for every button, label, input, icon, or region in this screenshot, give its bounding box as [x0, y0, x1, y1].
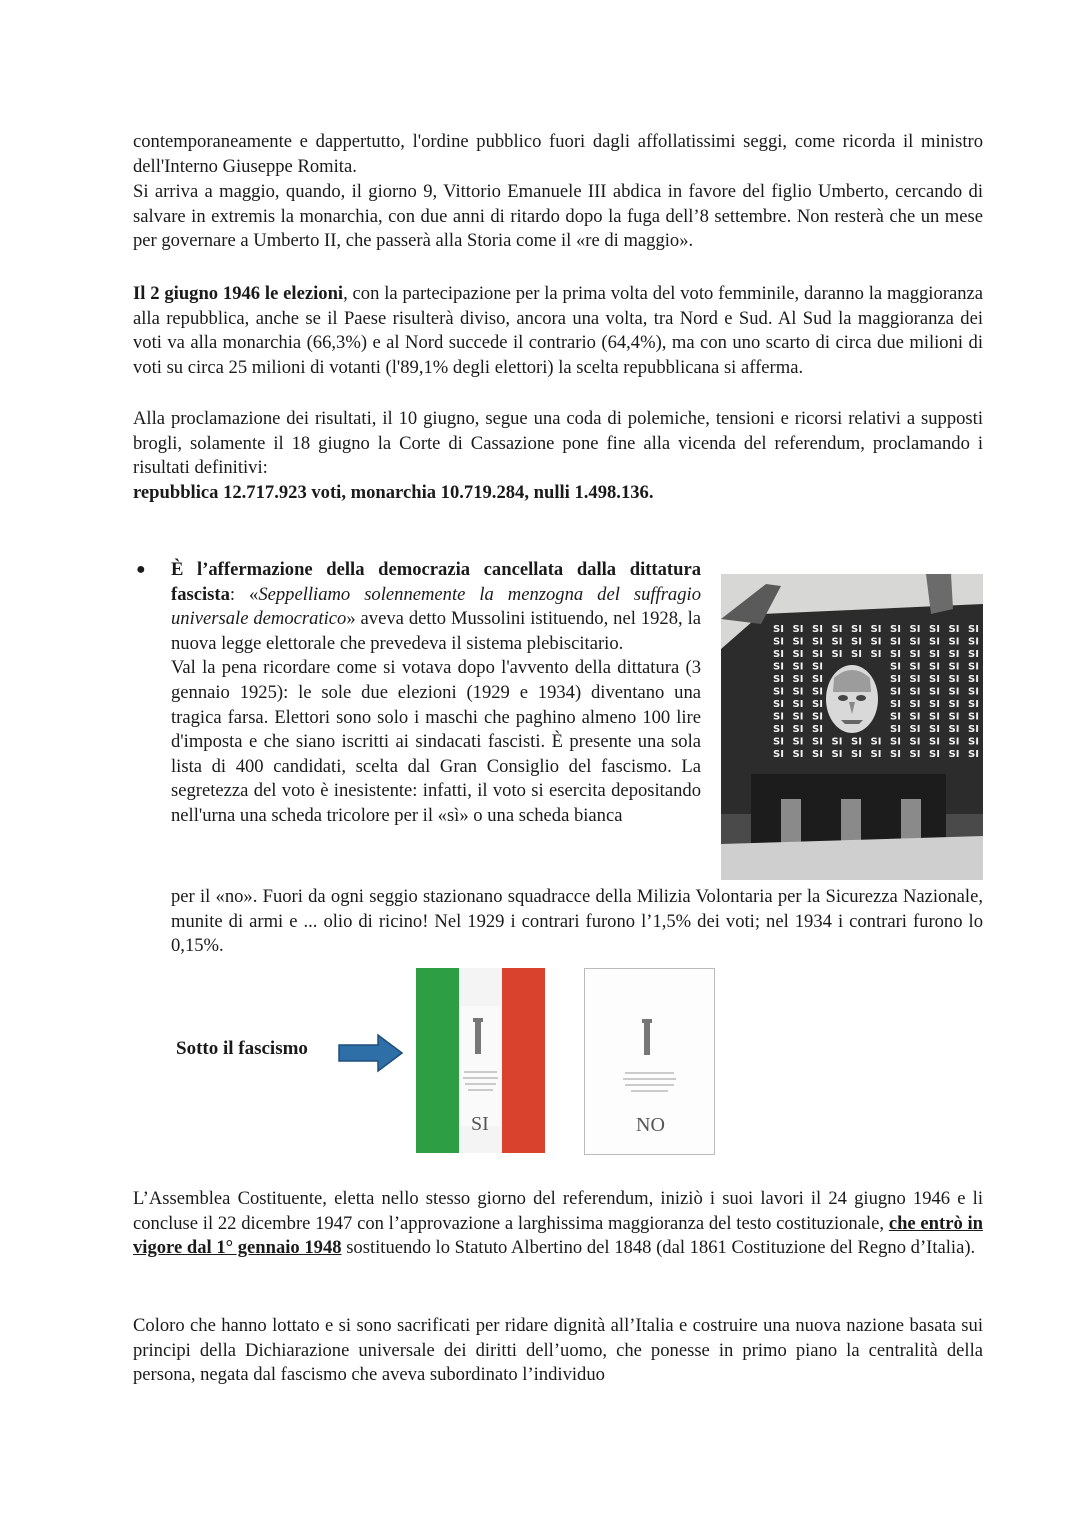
photo-si-text: SI: [968, 711, 979, 723]
photo-si-text: SI: [929, 624, 940, 635]
photo-si-text: SI: [929, 649, 940, 660]
photo-si-text: SI: [812, 736, 823, 748]
photo-si-text: SI: [792, 724, 804, 735]
photo-si-text: SI: [948, 699, 960, 710]
photo-si-text: SI: [948, 686, 960, 698]
photo-si-text: SI: [909, 661, 921, 673]
photo-si-text: SI: [831, 624, 843, 635]
photo-si-text: SI: [909, 636, 921, 648]
photo-si-text: SI: [792, 636, 804, 648]
photo-si-text: SI: [968, 674, 979, 685]
photo-si-text: SI: [792, 686, 804, 698]
photo-si-text: SI: [948, 736, 960, 748]
photo-si-text: SI: [968, 736, 979, 748]
photo-si-text: SI: [890, 736, 901, 748]
photo-si-text: SI: [812, 674, 823, 685]
paragraph-abdicazione: Si arriva a maggio, quando, il giorno 9, Vittorio Emanuele III abdica in favore del figlio Umberto, cercando di salvare in extremis la monarchia, con due anni di ritardo dopo la fuga dell’8 settembre. Non resterà che un mese per governare a Umberto II, che passerà alla Storia come il «re di maggio».: [133, 181, 983, 252]
photo-si-text: SI: [851, 749, 862, 760]
photo-si-text: SI: [870, 736, 882, 748]
photo-si-text: SI: [792, 699, 804, 710]
ballot-no-text: NO: [636, 1114, 665, 1136]
photo-si-text: SI: [909, 749, 921, 760]
photo-si-text: SI: [792, 674, 804, 685]
photo-si-text: SI: [773, 686, 784, 698]
photo-si-text: SI: [929, 699, 940, 710]
ballot-no-bianca: [584, 968, 715, 1155]
photo-si-text: SI: [968, 624, 979, 635]
elezioni-date-bold: Il 2 giugno 1946 le elezioni: [133, 283, 344, 304]
photo-si-text: SI: [870, 649, 882, 660]
photo-si-text: SI: [948, 636, 960, 648]
photo-si-text: SI: [890, 724, 901, 735]
photo-si-text: SI: [792, 661, 804, 673]
photo-si-text: SI: [968, 661, 979, 673]
photo-si-text: SI: [851, 636, 862, 648]
photo-si-text: SI: [948, 674, 960, 685]
paragraph-costituente: L’Assemblea Costituente, eletta nello stesso giorno del referendum, iniziò i suoi lavori il 24 giugno 1946 e li concluse il 22 dicembre 1947 con l’approvazione a larghissima maggioranza del testo costituzionale, che entrò in vigore dal 1° gennaio 1948 sostituendo lo Statuto Albertino del 1848 (dal 1861 Costituzione del Regno d’Italia).: [133, 1188, 983, 1259]
photo-si-text: SI: [773, 736, 784, 748]
bullet-paragraph-2-continued: per il «no». Fuori da ogni seggio stazionano squadracce della Milizia Volontaria per la Sicurezza Nazionale, munite di armi e ... olio di ricino! Nel 1929 i contrari furono l’1,5% dei voti; nel 1934 i contrari furono lo 0,15%.: [171, 886, 983, 957]
photo-si-text: SI: [812, 624, 823, 635]
photo-si-text: SI: [773, 636, 784, 648]
photo-si-text: SI: [948, 711, 960, 723]
photo-si-text: SI: [968, 699, 979, 710]
photo-si-text: SI: [773, 749, 784, 760]
photo-si-text: SI: [909, 724, 921, 735]
photo-si-text: SI: [909, 674, 921, 685]
photo-si-text: SI: [773, 624, 784, 635]
photo-si-text: SI: [929, 749, 940, 760]
photo-si-text: SI: [968, 749, 979, 760]
photo-si-text: SI: [870, 636, 882, 648]
photo-si-text: SI: [890, 699, 901, 710]
photo-si-text: SI: [948, 724, 960, 735]
photo-si-text: SI: [812, 649, 823, 660]
photo-si-text: SI: [929, 674, 940, 685]
photo-si-text: SI: [929, 736, 940, 748]
photo-si-text: SI: [812, 661, 823, 673]
photo-si-text: SI: [948, 624, 960, 635]
photo-si-text: SI: [968, 636, 979, 648]
photo-si-text: SI: [929, 724, 940, 735]
photo-si-text: SI: [890, 749, 901, 760]
mussolini-quote: Seppelliamo solennemente la menzogna del suffragio universale democratico: [171, 583, 701, 630]
photo-si-text: SI: [909, 686, 921, 698]
photo-si-text: SI: [890, 686, 901, 698]
photo-si-text: SI: [812, 699, 823, 710]
photo-si-text: SI: [773, 711, 784, 723]
photo-si-text: SI: [773, 724, 784, 735]
photo-si-text: SI: [909, 736, 921, 748]
arrow-right-icon: [338, 1033, 404, 1073]
photo-si-text: SI: [773, 649, 784, 660]
photo-si-text: SI: [773, 661, 784, 673]
photo-si-text: SI: [812, 749, 823, 760]
photo-si-text: SI: [909, 699, 921, 710]
photo-si-text: SI: [968, 686, 979, 698]
bullet-dot-icon: ●: [136, 561, 146, 578]
results-bold: repubblica 12.717.923 voti, monarchia 10.719.284, nulli 1.498.136.: [133, 481, 654, 503]
photo-si-text: SI: [909, 624, 921, 635]
photo-si-text: SI: [812, 686, 823, 698]
photo-si-text: SI: [851, 624, 862, 635]
photo-si-text: SI: [929, 686, 940, 698]
photo-si-text: SI: [773, 699, 784, 710]
paragraph-elezioni-1946: Il 2 giugno 1946 le elezioni, con la partecipazione per la prima volta del voto femminile, daranno la maggioranza alla repubblica, anche se il Paese risulterà diviso, ancora una volta, tra Nord e Sud. Al Sud la maggioranza dei voti va alla monarchia (66,3%) e al Nord succede il contrario (64,4%), ma con uno scarto di circa due milioni di voti su circa 25 milioni di votanti (l'89,1% degli elettori) la scelta repubblicana si afferma.: [133, 283, 983, 378]
photo-si-text: SI: [851, 736, 862, 748]
photo-si-text: SI: [870, 749, 882, 760]
photo-si-text: SI: [890, 674, 901, 685]
paragraph-ordine-pubblico: contemporaneamente e dappertutto, l'ordine pubblico fuori dagli affollatissimi seggi, come ricorda il ministro dell'Interno Giuseppe Romita.: [133, 131, 983, 177]
bullet-text-column: [171, 558, 701, 829]
ballot-si-tricolore: [416, 968, 545, 1153]
photo-si-text: SI: [890, 711, 901, 723]
bullet-paragraph-2: Val la pena ricordare come si votava dopo l'avvento della dittatura (3 gennaio 1925): le sole due elezioni (1929 e 1934) diventano una tragica farsa. Elettori sono solo i maschi che paghino almeno 100 lire d'imposta e che siano iscritti ai sindacati fascisti. È presente una sola lista di 400 candidati, scelta dal Gran Consiglio del fascismo. La segretezza del voto è inesistente: infatti, il voto si esercita depositando nell'urna una scheda tricolore per il «sì» o una scheda bianca: [171, 657, 701, 826]
photo-si-text: SI: [792, 649, 804, 660]
photo-si-text: SI: [929, 711, 940, 723]
photo-si-text: SI: [831, 736, 843, 748]
photo-si-text: SI: [968, 649, 979, 660]
entrata-in-vigore-underlined: che entrò in vigore dal 1° gennaio 1948: [133, 1212, 983, 1259]
photo-si-text: SI: [831, 749, 843, 760]
photo-si-text: SI: [831, 636, 843, 648]
bullet-paragraph-1: È l’affermazione della democrazia cancellata dalla dittatura fascista: «Seppelliamo solennemente la menzogna del suffragio universale democratico» aveva detto Mussolini istituendo, nel 1928, la nuova legge elettorale che prevedeva il sistema plebiscitario.: [171, 559, 702, 654]
photo-si-text: SI: [812, 711, 823, 723]
photo-si-text: SI: [812, 636, 823, 648]
photo-si-text: SI: [792, 711, 804, 723]
paragraph-proclamazione: Alla proclamazione dei risultati, il 10 giugno, segue una coda di polemiche, tensioni e ricorsi relativi a supposti brogli, solamente il 18 giugno la Corte di Cassazione pone fine alla vicenda del referendum, proclamando i risultati definitivi: repubblica 12.717.923 voti, monarchia 10.719.284, nulli 1.498.136.: [133, 408, 983, 503]
photo-si-text: SI: [929, 636, 940, 648]
photo-si-text: SI: [851, 649, 862, 660]
photo-si-text: SI: [890, 624, 901, 635]
photo-si-text: SI: [948, 661, 960, 673]
photo-si-text: SI: [968, 724, 979, 735]
photo-si-text: SI: [909, 711, 921, 723]
bullet-bold-heading: È l’affermazione della democrazia cancellata dalla dittatura fascista: [171, 559, 701, 605]
photo-si-text: SI: [792, 749, 804, 760]
ballot-si-text: SI: [471, 1113, 489, 1135]
photo-si-text: SI: [792, 624, 804, 635]
photo-si-text: SI: [773, 674, 784, 685]
plebiscite-photo: [721, 574, 983, 880]
photo-si-text: SI: [812, 724, 823, 735]
photo-si-text: SI: [948, 649, 960, 660]
photo-si-text: SI: [792, 736, 804, 748]
photo-si-text: SI: [948, 749, 960, 760]
photo-si-text: SI: [929, 661, 940, 673]
photo-si-text: SI: [890, 661, 901, 673]
paragraph-coloro-che: Coloro che hanno lottato e si sono sacrificati per ridare dignità all’Italia e costruire una nuova nazione basata sui principi della Dichiarazione universale dei diritti dell’uomo, che ponesse in primo piano la centralità della persona, negata dal fascismo che aveva subordinato l’individuo: [133, 1315, 983, 1386]
photo-si-text: SI: [890, 649, 901, 660]
photo-si-text: SI: [831, 649, 843, 660]
sotto-il-fascismo-label: Sotto il fascismo: [176, 1038, 308, 1059]
photo-si-text: SI: [870, 624, 882, 635]
photo-si-text: SI: [890, 636, 901, 648]
photo-si-text: SI: [909, 649, 921, 660]
